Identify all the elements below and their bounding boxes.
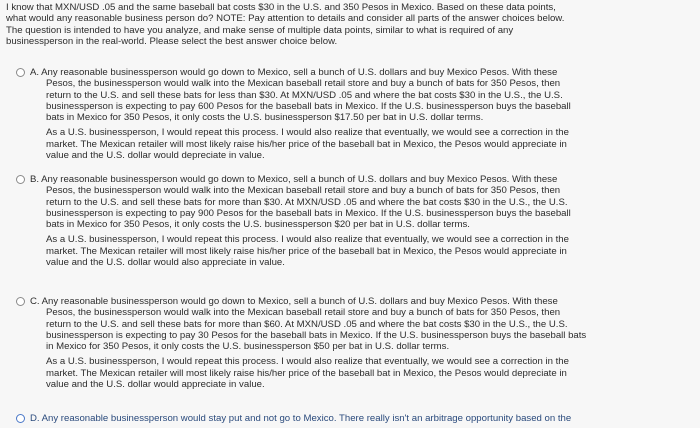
option-c-paragraph-2: [30, 356, 680, 390]
option-b-text: [30, 174, 680, 268]
option-a-paragraph-2: [30, 127, 680, 161]
option-text-line: Pesos, the businessperson would walk into the Mexican baseball retail store and buy a bunch of bats for 350 Pesos, then: [46, 307, 561, 319]
option-text-line: market. The Mexican retailer will most likely raise his/her price of the baseball bat in Mexico, the Pesos would appreciate in: [46, 138, 567, 150]
question-line: businessperson in the real-world. Please select the best answer choice below.: [6, 35, 338, 47]
option-text-line: bats in Mexico for 350 Pesos, it only costs the U.S. businessperson $17.50 per bat in U.S. dollar terms.: [46, 112, 484, 124]
option-text-line: Any reasonable businessperson would go down to Mexico, sell a bunch of U.S. dollars and buy Mexico Pesos. With these: [41, 174, 558, 185]
option-text-line: Pesos, the businessperson would walk into the Mexican baseball retail store and buy a bunch of bats for 350 Pesos, then: [46, 78, 561, 90]
option-letter: B.: [30, 174, 40, 185]
question-line: The question is intended to have you analyze, and make sense of multiple data points, similar to what is required of any: [6, 24, 514, 36]
option-text-line: market. The Mexican retailer will most likely raise his/her price of the baseball bat in Mexico, the Pesos would appreciate in: [46, 245, 567, 257]
question-line: I know that MXN/USD .05 and the same baseball bat costs $30 in the U.S. and 350 Pesos in Mexico. Based on these data points,: [6, 2, 556, 13]
option-text-line: in Mexico for 350 Pesos, it only costs the U.S. businessperson $50 per bat in U.S. dollar terms.: [46, 341, 450, 353]
option-text-line: As a U.S. businessperson, I would repeat this process. I would also realize that eventually, we would see a correction in the: [46, 356, 569, 368]
option-b-paragraph-2: [30, 234, 680, 268]
option-text-line: return to the U.S. and sell these bats for more than $60. At MXN/USD .05 and where the bat costs $30 in the U.S., the U.S.: [46, 318, 568, 330]
option-text-line: Pesos, the businessperson would walk into the Mexican baseball retail store and buy a bunch of bats for 350 Pesos, then: [46, 185, 561, 197]
radio-button-d[interactable]: [16, 414, 25, 423]
option-a-text: [30, 67, 680, 161]
option-text-line: Any reasonable businessperson would go down to Mexico, sell a bunch of U.S. dollars and buy Mexico Pesos. With these: [41, 67, 558, 78]
option-text-line: As a U.S. businessperson, I would repeat this process. I would also realize that eventually, we would see a correction in the: [46, 127, 569, 139]
radio-button-b[interactable]: [16, 175, 25, 184]
question-line: what would any reasonable business person do? NOTE: Pay attention to details and consider all parts of the answer choices below.: [6, 13, 565, 25]
option-text-line: businessperson is expecting to pay 600 Pesos for the baseball bats in Mexico. If the U.S. businessperson buys the baseball: [46, 100, 571, 112]
option-letter: A.: [30, 67, 40, 78]
question-text: [6, 2, 694, 47]
option-text-line: value and the U.S. dollar would also appreciate in value.: [46, 257, 285, 269]
option-text-line: businessperson is expecting to pay 900 Pesos for the baseball bats in Mexico. If the U.S. businessperson buys the baseball: [46, 207, 571, 219]
option-text-line: Any reasonable businessperson would stay put and not go to Mexico. There really isn't an arbitrage opportunity based on the: [41, 413, 572, 424]
option-letter: D.: [30, 413, 40, 424]
option-text-line: As a U.S. businessperson, I would repeat this process. I would also realize that eventually, we would see a correction in the: [46, 234, 569, 246]
option-text-line: value and the U.S. dollar would depreciate in value.: [46, 150, 265, 162]
option-d-text: [30, 413, 680, 424]
option-letter: C.: [30, 296, 40, 307]
radio-button-c[interactable]: [16, 297, 25, 306]
option-text-line: bats in Mexico for 350 Pesos, it only costs the U.S. businessperson $20 per bat in U.S. dollar terms.: [46, 219, 470, 231]
option-text-line: value and the U.S. dollar would appreciate in value.: [46, 379, 265, 391]
option-text-line: return to the U.S. and sell these bats for less than $30. At MXN/USD .05 and where the bat costs $30 in the U.S., the U.S.: [46, 89, 563, 101]
option-text-line: businessperson is expecting to pay 30 Pesos for the baseball bats in Mexico. If the U.S. businessperson buys the baseball bats: [46, 329, 587, 341]
option-text-line: Any reasonable businessperson would go down to Mexico, sell a bunch of U.S. dollars and buy Mexico Pesos. With these: [41, 296, 558, 307]
option-text-line: return to the U.S. and sell these bats for more than $30. At MXN/USD .05 and where the bat costs $30 in the U.S., the U.S.: [46, 196, 568, 208]
option-text-line: market. The Mexican retailer will most likely raise his/her price of the baseball bat in Mexico, the Pesos would depreciate in: [46, 367, 567, 379]
radio-button-a[interactable]: [16, 68, 25, 77]
option-c-text: [30, 296, 680, 390]
